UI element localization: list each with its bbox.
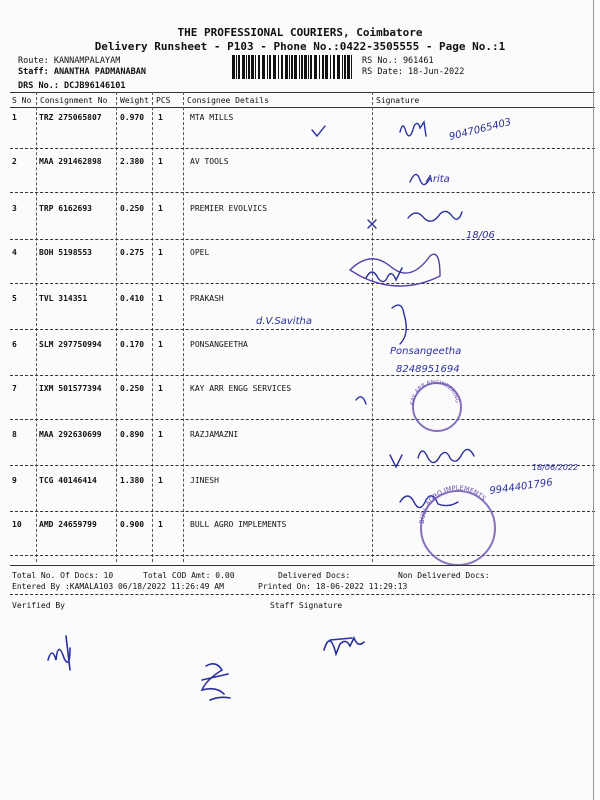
signature-row4 — [350, 254, 440, 286]
col-header-sno: S No — [12, 96, 32, 105]
col-header-signature: Signature — [376, 96, 420, 105]
cell-sno: 4 — [12, 248, 17, 257]
col-divider — [183, 92, 184, 562]
cell-consignment-no: TRP 6162693 — [39, 204, 92, 213]
svg-text:BULL AGRO IMPLEMENTS — [418, 484, 487, 524]
route-info — [18, 56, 146, 92]
cell-weight: 0.250 — [120, 204, 145, 213]
total-cod: Total COD Amt: 0.00 — [143, 571, 235, 580]
col-header-consignee: Consignee Details — [187, 96, 269, 105]
cell-consignee: PONSANGEETHA — [190, 340, 248, 349]
cell-sno: 1 — [12, 113, 17, 122]
footer-rule — [10, 594, 595, 595]
cell-consignment-no: MAA 292630699 — [39, 430, 102, 439]
cell-consignment-no: TRZ 275065807 — [39, 113, 102, 122]
cell-consignment-no: AMD 24659799 — [39, 520, 97, 529]
cell-pcs: 1 — [158, 157, 163, 166]
rs-no-label: RS No.: 961461 — [362, 56, 434, 66]
cell-consignee: JINESH — [190, 476, 219, 485]
handwritten-name-row2: Arita — [426, 174, 450, 185]
handwritten-date-row8: 18/06/2022 — [532, 463, 579, 472]
cell-pcs: 1 — [158, 113, 163, 122]
staff-signature-label: Staff Signature — [270, 601, 343, 610]
cell-weight: 0.890 — [120, 430, 145, 439]
kay-arr-stamp-text: KAY ARR ENGINEERING — [410, 380, 460, 406]
cell-pcs: 1 — [158, 248, 163, 257]
cell-consignee: OPEL — [190, 248, 210, 257]
table-header-rule — [10, 107, 595, 108]
rs-info — [362, 56, 464, 78]
cell-weight: 0.170 — [120, 340, 145, 349]
total-docs: Total No. Of Docs: 10 — [12, 571, 114, 580]
signature-row7 — [356, 397, 366, 404]
handwritten-phone-row9: 9944401796 — [488, 477, 554, 497]
cell-consignment-no: MAA 291462898 — [39, 157, 102, 166]
handwritten-phone-row1: 9047065403 — [448, 116, 513, 143]
printed-on: Printed On: 18-06-2022 11:29:13 — [258, 582, 408, 591]
drs-label: DRS No.: DCJB96146101 — [18, 81, 126, 91]
cell-weight: 0.275 — [120, 248, 145, 257]
table-top-rule — [10, 92, 595, 93]
cell-consignee: RAZJAMAZNI — [190, 430, 239, 439]
cell-sno: 7 — [12, 384, 17, 393]
cell-sno: 10 — [12, 520, 22, 529]
verified-by-label: Verified By — [12, 601, 65, 610]
cell-consignee: PREMIER EVOLVICS — [190, 204, 268, 213]
cell-weight: 2.380 — [120, 157, 145, 166]
cell-consignment-no: TCG 40146414 — [39, 476, 97, 485]
cell-consignee: PRAKASH — [190, 294, 224, 303]
cell-sno: 2 — [12, 157, 17, 166]
cell-weight: 0.970 — [120, 113, 145, 122]
cell-consignment-no: TVL 314351 — [39, 294, 88, 303]
col-header-consignment: Consignment No — [40, 96, 108, 105]
cell-pcs: 1 — [158, 430, 163, 439]
cell-consignee: BULL AGRO IMPLEMENTS — [190, 520, 287, 529]
cell-pcs: 1 — [158, 520, 163, 529]
barcode-icon — [232, 55, 354, 79]
company-title: THE PROFESSIONAL COURIERS, Coimbatore — [177, 26, 423, 39]
cell-pcs: 1 — [158, 340, 163, 349]
verified-signature — [48, 636, 70, 670]
staff-label: Staff: ANANTHA PADMANABAN — [18, 67, 146, 77]
handwritten-name-row5: d.V.Savitha — [256, 316, 312, 327]
entered-by: Entered By :KAMALA103 06/18/2022 11:26:49 AM — [12, 582, 224, 591]
cell-sno: 3 — [12, 204, 17, 213]
cell-sno: 5 — [12, 294, 17, 303]
route-label: Route: KANNAMPALAYAM — [18, 56, 121, 66]
cell-consignment-no: IXM 501577394 — [39, 384, 102, 393]
cell-consignment-no: BOH 5198553 — [39, 248, 92, 257]
cell-pcs: 1 — [158, 294, 163, 303]
rs-date-label: RS Date: 18-Jun-2022 — [362, 67, 465, 77]
cell-weight: 1.380 — [120, 476, 145, 485]
delivered-docs: Delivered Docs: — [278, 571, 351, 580]
svg-text:KAY ARR ENGINEERING SERVICES — [410, 380, 460, 405]
cell-pcs: 1 — [158, 204, 163, 213]
page-edge — [593, 0, 594, 800]
cell-pcs: 1 — [158, 384, 163, 393]
staff-signature — [324, 638, 364, 654]
cell-sno: 8 — [12, 430, 17, 439]
signature-row3 — [368, 211, 462, 228]
handwritten-date-row3: 18/06 — [466, 230, 495, 241]
cell-weight: 0.900 — [120, 520, 145, 529]
cell-consignee: MTA MILLS — [190, 113, 234, 122]
cell-pcs: 1 — [158, 476, 163, 485]
cell-sno: 9 — [12, 476, 17, 485]
signature-row5 — [392, 305, 406, 344]
col-divider — [36, 92, 37, 562]
cell-weight: 0.410 — [120, 294, 145, 303]
handwritten-name-row6: Ponsangeetha — [390, 346, 462, 357]
runsheet-title: Delivery Runsheet - P103 - Phone No.:0422-3505555 - Page No.:1 — [94, 40, 506, 53]
footer-signatures — [30, 610, 390, 710]
non-delivered-docs: Non Delivered Docs: — [398, 571, 490, 580]
verified-signature-2 — [202, 664, 230, 700]
handwritten-phone-row6: 8248951694 — [396, 364, 460, 375]
col-header-pcs: PCS — [156, 96, 171, 105]
cell-consignee: AV TOOLS — [190, 157, 229, 166]
col-header-weight: Weight — [120, 96, 149, 105]
stamp-text — [410, 380, 590, 570]
signature-row1 — [312, 122, 426, 136]
cell-consignee: KAY ARR ENGG SERVICES — [190, 384, 292, 393]
cell-consignment-no: SLM 297750994 — [39, 340, 102, 349]
col-divider — [116, 92, 117, 562]
col-divider — [152, 92, 153, 562]
cell-weight: 0.250 — [120, 384, 145, 393]
table-bottom-rule — [10, 565, 595, 566]
cell-sno: 6 — [12, 340, 17, 349]
bull-agro-stamp-text: BULL AGRO IMPLEMENTS — [417, 483, 488, 525]
